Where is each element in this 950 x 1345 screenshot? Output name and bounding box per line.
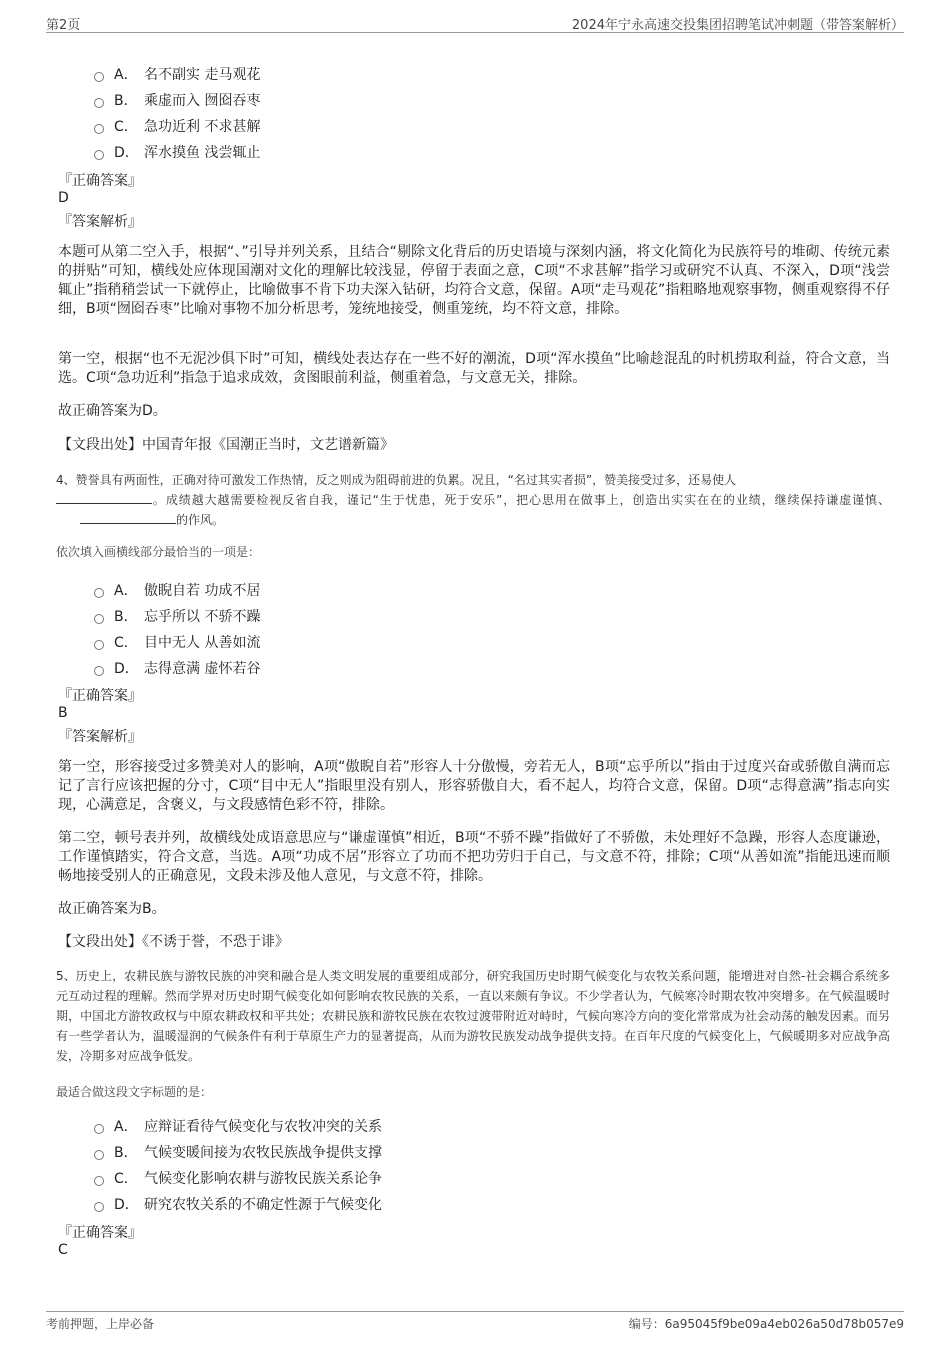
q3-option-c[interactable]: C． 急功近利 不求甚解	[94, 113, 260, 139]
document-title: 2024年宁永高速交投集团招聘笔试冲刺题（带答案解析）	[571, 18, 904, 33]
q3-options	[94, 61, 260, 165]
q4-answer: B	[58, 705, 68, 721]
page-header	[46, 12, 904, 33]
q3-answer: D	[58, 190, 69, 206]
footer-slogan: 考前押题，上岸必备	[46, 1317, 155, 1331]
q3-analysis-p1: 本题可从第二空入手，根据“、”引导并列关系，且结合“剔除文化背后的历史语境与深刻内涵，将文化简化为民族符号的堆砌、传统元素的拼贴”可知，横线处应体现国潮对文化的理解比较浅显，停留于表面之意，C项“不求甚解”指学习或研究不认真、不深入，D项“浅尝辄止”指稍稍尝试一下就停止，比喻做事不肯下功夫深入钻研，均符合文意，保留。A项“走马观花”指粗略地观察事物，侧重观察得不仔细，B项“囫囵吞枣”比喻对事物不加分析思考，笼统地接受，侧重笼统，均不符文意，排除。	[58, 244, 890, 317]
q3-analysis-label: 『答案解析』	[58, 214, 142, 230]
q5-answer: C	[58, 1242, 68, 1258]
radio-icon[interactable]	[94, 1150, 104, 1160]
q4-analysis-p1: 第一空，形容接受过多赞美对人的影响，A项“傲睨自若”形容人十分傲慢，旁若无人，B项“忘乎所以”指由于过度兴奋或骄傲自满而忘记了言行应该把握的分寸，C项“目中无人”指眼里没有别人，形容骄傲自大，看不起人，均符合文意，保留。D项“志得意满”指志向实现，心满意足，含褒义，与文段感情色彩不符，排除。	[58, 759, 890, 813]
q3-answer-label: 『正确答案』	[58, 173, 142, 189]
q3-analysis-p2: 第一空，根据“也不无泥沙俱下时”可知，横线处表达存在一些不好的潮流，D项“浑水摸鱼”比喻趁混乱的时机捞取利益，符合文意，当选。C项“急功近利”指急于追求成效，贪图眼前利益，侧重着急，与文意无关，排除。	[58, 351, 890, 386]
q5-option-d[interactable]: D． 研究农牧关系的不确定性源于气候变化	[94, 1191, 382, 1217]
q4-question-text: 4、赞誉具有两面性，正确对待可激发工作热情，反之则成为阻碍前进的负累。况且，“名过其实者损”，赞美接受过多，还易使人 。成绩越大越需要检视反省自我，谨记“生于忧患，死于安乐”，把心思用在做事上，创造出实实在在的业绩，继续保持谦虚谨慎、的作风。	[56, 473, 890, 527]
page-footer	[46, 1311, 904, 1336]
q5-options	[94, 1113, 382, 1217]
q5-answer-label: 『正确答案』	[58, 1225, 142, 1241]
q4-option-a[interactable]: A． 傲睨自若 功成不居	[94, 577, 260, 603]
q4-analysis-label: 『答案解析』	[58, 729, 142, 745]
radio-icon[interactable]	[94, 98, 104, 108]
radio-icon[interactable]	[94, 614, 104, 624]
q3-option-d[interactable]: D． 浑水摸鱼 浅尝辄止	[94, 139, 260, 165]
radio-icon[interactable]	[94, 666, 104, 676]
q5-option-b[interactable]: B． 气候变暖间接为农牧民族战争提供支撑	[94, 1139, 382, 1165]
q3-source: 【文段出处】中国青年报《国潮正当时，文艺谱新篇》	[58, 437, 394, 453]
radio-icon[interactable]	[94, 1202, 104, 1212]
radio-icon[interactable]	[94, 1176, 104, 1186]
radio-icon[interactable]	[94, 588, 104, 598]
document-code: 编号：6a95045f9be09a4eb026a50d78b057e9	[628, 1317, 904, 1331]
q3-option-b[interactable]: B． 乘虚而入 囫囵吞枣	[94, 87, 260, 113]
q5-option-a[interactable]: A． 应辩证看待气候变化与农牧冲突的关系	[94, 1113, 382, 1139]
q4-option-c[interactable]: C． 目中无人 从善如流	[94, 629, 260, 655]
q4-option-d[interactable]: D． 志得意满 虚怀若谷	[94, 655, 260, 681]
radio-icon[interactable]	[94, 72, 104, 82]
q4-options	[94, 577, 260, 681]
q4-analysis-p2: 第二空，顿号表并列，故横线处成语意思应与“谦虚谨慎”相近，B项“不骄不躁”指做好了不骄傲，未处理好不急躁，形容人态度谦逊，工作谨慎踏实，符合文意，当选。A项“功成不居”形容立了功而不把功劳归于自己，与文意不符，排除；C项“从善如流”指能迅速而顺畅地接受别人的正确意见，文段未涉及他人意见，与文意不符，排除。	[58, 830, 890, 884]
radio-icon[interactable]	[94, 150, 104, 160]
q4-blank-1	[56, 491, 152, 504]
q5-prompt: 最适合做这段文字标题的是：	[56, 1085, 213, 1099]
q4-analysis-p3: 故正确答案为B。	[58, 901, 166, 917]
q4-prompt: 依次填入画横线部分最恰当的一项是：	[56, 545, 261, 559]
radio-icon[interactable]	[94, 640, 104, 650]
q3-analysis-p3: 故正确答案为D。	[58, 403, 167, 419]
radio-icon[interactable]	[94, 124, 104, 134]
q4-blank-2	[80, 511, 176, 524]
q5-question-text: 5、历史上，农耕民族与游牧民族的冲突和融合是人类文明发展的重要组成部分，研究我国历史时期气候变化与农牧关系问题，能增进对自然-社会耦合系统多元互动过程的理解。然而学界对历史时期气候变化如何影响农牧民族的关系，一直以来颇有争议。不少学者认为，气候寒冷时期农牧冲突增多。在气候温暖时期，中国北方游牧政权与中原农耕政权和平共处；农耕民族和游牧民族在农牧过渡带附近对峙时，气候向寒冷方向的变化常常成为社会动荡的触发因素。而另有一些学者认为，温暖湿润的气候条件有利于草原生产力的显著提高，从而为游牧民族发动战争提供支持。在百年尺度的气候变化上，气候暖期多对应战争高发，冷期多对应战争低发。	[56, 969, 890, 1063]
q4-option-b[interactable]: B． 忘乎所以 不骄不躁	[94, 603, 260, 629]
q4-source: 【文段出处】《不诱于誉，不恐于诽》	[58, 934, 289, 950]
q5-option-c[interactable]: C． 气候变化影响农耕与游牧民族关系论争	[94, 1165, 382, 1191]
q4-answer-label: 『正确答案』	[58, 688, 142, 704]
radio-icon[interactable]	[94, 1124, 104, 1134]
q3-option-a[interactable]: A． 名不副实 走马观花	[94, 61, 260, 87]
page-number: 第2页	[46, 18, 81, 33]
